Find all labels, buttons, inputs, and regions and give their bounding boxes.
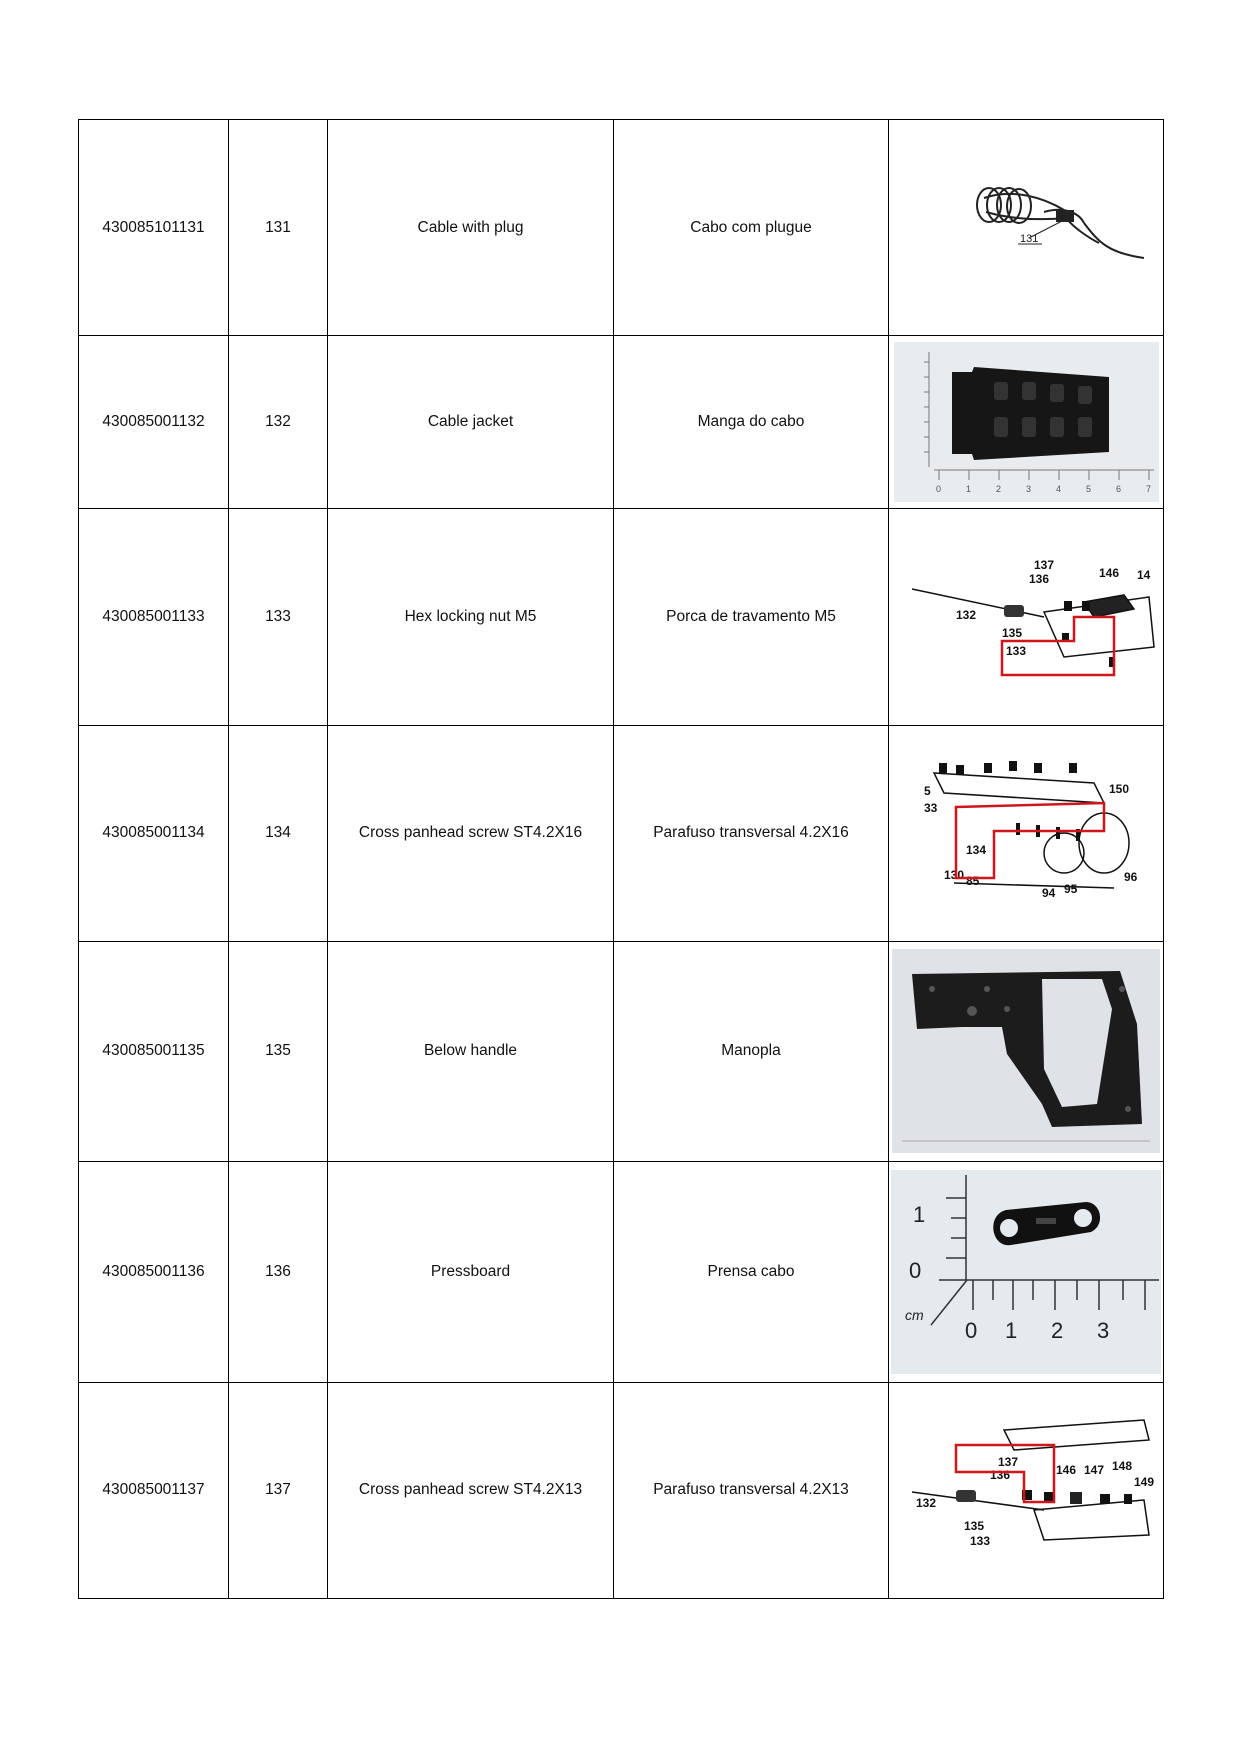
svg-text:133: 133 <box>969 1534 990 1549</box>
svg-text:1: 1 <box>1005 1317 1018 1343</box>
table-row <box>79 725 1164 941</box>
description-pt: Parafuso transversal 4.2X16 <box>614 725 889 941</box>
svg-text:3: 3 <box>1025 484 1031 495</box>
cable-with-plug-image <box>894 128 1159 328</box>
description-pt: Manga do cabo <box>614 336 889 509</box>
table-row <box>79 509 1164 725</box>
part-code: 430085001137 <box>79 1382 229 1598</box>
svg-text:2: 2 <box>995 484 1001 495</box>
svg-text:3: 3 <box>1097 1317 1110 1343</box>
svg-text:0: 0 <box>965 1317 978 1343</box>
svg-text:146: 146 <box>1098 565 1119 580</box>
pressboard-photo <box>891 1170 1161 1374</box>
svg-text:0: 0 <box>909 1257 922 1283</box>
svg-text:132: 132 <box>915 1496 936 1511</box>
cable-jacket-photo <box>894 342 1159 502</box>
part-code: 430085001134 <box>79 725 229 941</box>
position-number: 131 <box>229 120 328 336</box>
svg-text:134: 134 <box>965 843 986 858</box>
exploded-view-134 <box>894 733 1159 933</box>
svg-text:137: 137 <box>997 1455 1018 1470</box>
parts-table <box>78 119 1164 1599</box>
part-code: 430085101131 <box>79 120 229 336</box>
svg-text:94: 94 <box>1041 886 1055 901</box>
svg-text:133: 133 <box>1005 643 1026 658</box>
svg-text:136: 136 <box>1028 571 1049 586</box>
part-image-cell <box>889 509 1164 725</box>
part-image-cell <box>889 941 1164 1162</box>
svg-text:149: 149 <box>1133 1475 1154 1490</box>
diagram-label: 131 <box>1019 232 1038 245</box>
position-number: 133 <box>229 509 328 725</box>
table-row <box>79 941 1164 1162</box>
description-en: Cross panhead screw ST4.2X16 <box>328 725 614 941</box>
svg-text:7: 7 <box>1145 484 1151 495</box>
position-number: 137 <box>229 1382 328 1598</box>
description-pt: Prensa cabo <box>614 1162 889 1383</box>
part-code: 430085001132 <box>79 336 229 509</box>
part-image-cell <box>889 120 1164 336</box>
svg-text:0: 0 <box>935 484 941 495</box>
table-row <box>79 120 1164 336</box>
svg-text:2: 2 <box>1051 1317 1064 1343</box>
description-en: Cable jacket <box>328 336 614 509</box>
svg-text:33: 33 <box>923 801 937 816</box>
description-pt: Parafuso transversal 4.2X13 <box>614 1382 889 1598</box>
svg-text:85: 85 <box>965 874 979 889</box>
position-number: 136 <box>229 1162 328 1383</box>
svg-text:147: 147 <box>1083 1463 1104 1478</box>
position-number: 132 <box>229 336 328 509</box>
svg-text:14: 14 <box>1136 567 1150 582</box>
position-number: 134 <box>229 725 328 941</box>
svg-text:cm: cm <box>905 1306 924 1323</box>
description-pt: Manopla <box>614 941 889 1162</box>
svg-text:1: 1 <box>913 1201 926 1227</box>
table-row <box>79 336 1164 509</box>
svg-text:137: 137 <box>1033 557 1054 572</box>
svg-text:96: 96 <box>1123 870 1137 885</box>
svg-text:135: 135 <box>1001 625 1022 640</box>
table-row <box>79 1162 1164 1383</box>
svg-text:4: 4 <box>1055 484 1061 495</box>
part-code: 430085001133 <box>79 509 229 725</box>
svg-text:132: 132 <box>955 607 976 622</box>
description-en: Hex locking nut M5 <box>328 509 614 725</box>
part-image-cell <box>889 725 1164 941</box>
svg-text:6: 6 <box>1115 484 1121 495</box>
part-image-cell <box>889 1162 1164 1383</box>
exploded-view-137 <box>894 1390 1159 1590</box>
part-image-cell <box>889 336 1164 509</box>
description-en: Below handle <box>328 941 614 1162</box>
part-image-cell <box>889 1382 1164 1598</box>
svg-text:135: 135 <box>963 1519 984 1534</box>
svg-text:5: 5 <box>923 784 931 799</box>
svg-text:95: 95 <box>1063 882 1077 897</box>
description-pt: Porca de travamento M5 <box>614 509 889 725</box>
position-number: 135 <box>229 941 328 1162</box>
svg-text:148: 148 <box>1111 1459 1132 1474</box>
description-en: Pressboard <box>328 1162 614 1383</box>
part-code: 430085001135 <box>79 941 229 1162</box>
table-row <box>79 1382 1164 1598</box>
svg-text:150: 150 <box>1108 782 1129 797</box>
part-code: 430085001136 <box>79 1162 229 1383</box>
exploded-view-133 <box>894 517 1159 717</box>
svg-text:5: 5 <box>1085 484 1091 495</box>
svg-text:1: 1 <box>965 484 971 495</box>
description-pt: Cabo com plugue <box>614 120 889 336</box>
description-en: Cable with plug <box>328 120 614 336</box>
svg-text:136: 136 <box>989 1468 1010 1483</box>
description-en: Cross panhead screw ST4.2X13 <box>328 1382 614 1598</box>
handle-photo <box>892 949 1160 1153</box>
svg-text:146: 146 <box>1055 1463 1076 1478</box>
svg-text:130: 130 <box>943 868 964 883</box>
